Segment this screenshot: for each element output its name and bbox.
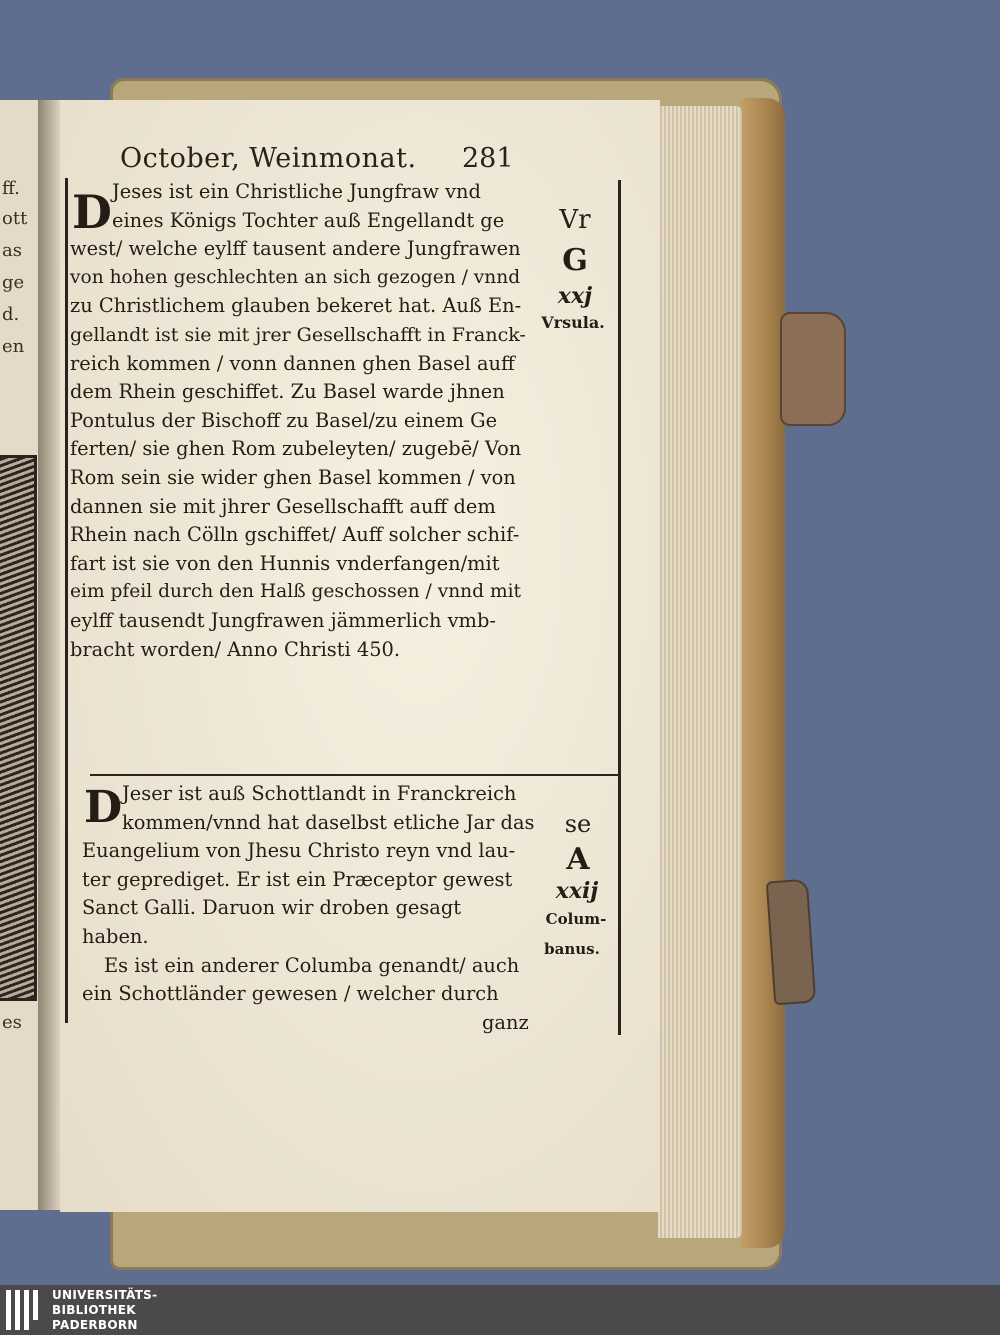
logo-line-2: BIBLIOTHEK [52,1303,136,1317]
text-line: eylff tausendt Jungfrawen jämmerlich vmb- [70,608,496,632]
text-line: eines Königs Tochter auß Engellandt ge [112,208,505,232]
margin-columbanus-name-1: Colum- [545,910,607,928]
text-line: haben. [82,924,149,948]
text-line: Sanct Galli. Daruon wir droben gesagt [82,896,462,920]
margin-columbanus-numeral: xxij [555,878,599,904]
text-line: von hohen geschlechten an sich gezogen / vnnd [70,266,521,288]
left-fragment: ge [2,272,25,293]
text-line: kommen/vnnd hat daselbst etliche Jar das [122,810,535,834]
text-line: eim pfeil durch den Halß geschossen / vnnd mit [70,581,522,603]
text-line: zu Christlichem glauben bekeret hat. Auß En- [70,294,522,318]
text-line: bracht worden/ Anno Christi 450. [70,637,401,661]
library-logo-icon [6,1290,46,1330]
margin-ursula-letter: G [562,243,588,278]
page-edges [658,106,742,1238]
left-fragment: es [2,1012,22,1033]
text-line: Rhein nach Cölln gschiffet/ Auff solcher schif- [70,523,520,547]
clasp-top [780,312,846,426]
section-divider [90,774,618,776]
text-line: Jeses ist ein Christliche Jungfraw vnd [112,180,481,203]
text-line: Pontulus der Bischoff zu Basel/zu einem Ge [70,408,498,432]
left-fragment: d. [2,304,20,325]
page-heading: October, Weinmonat. [120,143,417,174]
margin-rule [618,180,621,1035]
margin-columbanus-name-2: banus. [544,940,600,958]
text-line: ferten/ sie ghen Rom zubeleyten/ zugebē/ Von [70,437,522,461]
left-fragment: ott [2,208,28,229]
text-line: gellandt ist sie mit jrer Gesellschafft in Franck- [70,323,526,346]
text-line: Rom sein sie wider ghen Basel kommen / von [70,465,516,489]
clasp-bottom [766,879,817,1006]
text-line: Euangelium von Jhesu Christo reyn vnd lau- [82,839,516,863]
left-fragment: ff. [2,178,20,199]
margin-ursula-numeral: xxj [557,283,593,309]
entry-ursula-text [70,178,525,664]
text-line: Jeser ist auß Schottlandt in Franckreich [122,782,517,805]
text-line: Es ist ein anderer Columba genandt/ auch [104,953,520,977]
text-line: dannen sie mit jhrer Gesellschafft auff dem [70,494,496,518]
left-fragment: as [2,240,22,261]
logo-line-1: UNIVERSITÄTS- [52,1288,158,1302]
text-line: ter geprediget. Er ist ein Præceptor gewest [82,867,513,891]
cover-edge [740,98,785,1248]
page-number: 281 [462,143,514,174]
text-line: west/ welche eylff tausent andere Jungfrawen [70,237,521,261]
margin-ursula-day: Vr [559,205,591,235]
text-line: ein Schottländer gewesen / welcher durch [82,982,499,1006]
text-line: dem Rhein geschiffet. Zu Basel warde jhnen [70,380,505,404]
margin-ursula-name: Vrsula. [541,313,605,332]
drop-cap-d: D [84,782,123,833]
drop-cap-d: D [72,185,112,239]
logo-line-3: PADERBORN [52,1318,138,1332]
text-line: fart ist sie von den Hunnis vnderfangen/mit [70,551,500,575]
catchword: ganz [482,1010,529,1034]
margin-columbanus-letter: A [566,842,590,877]
entry-columbanus-text [82,780,537,1037]
left-rule [65,178,68,1023]
margin-columbanus-day: se [564,810,592,838]
text-line: reich kommen / vonn dannen ghen Basel auff [70,351,515,375]
left-fragment: en [2,336,25,357]
margin-divider [573,774,618,776]
woodcut-illustration [0,455,37,1001]
